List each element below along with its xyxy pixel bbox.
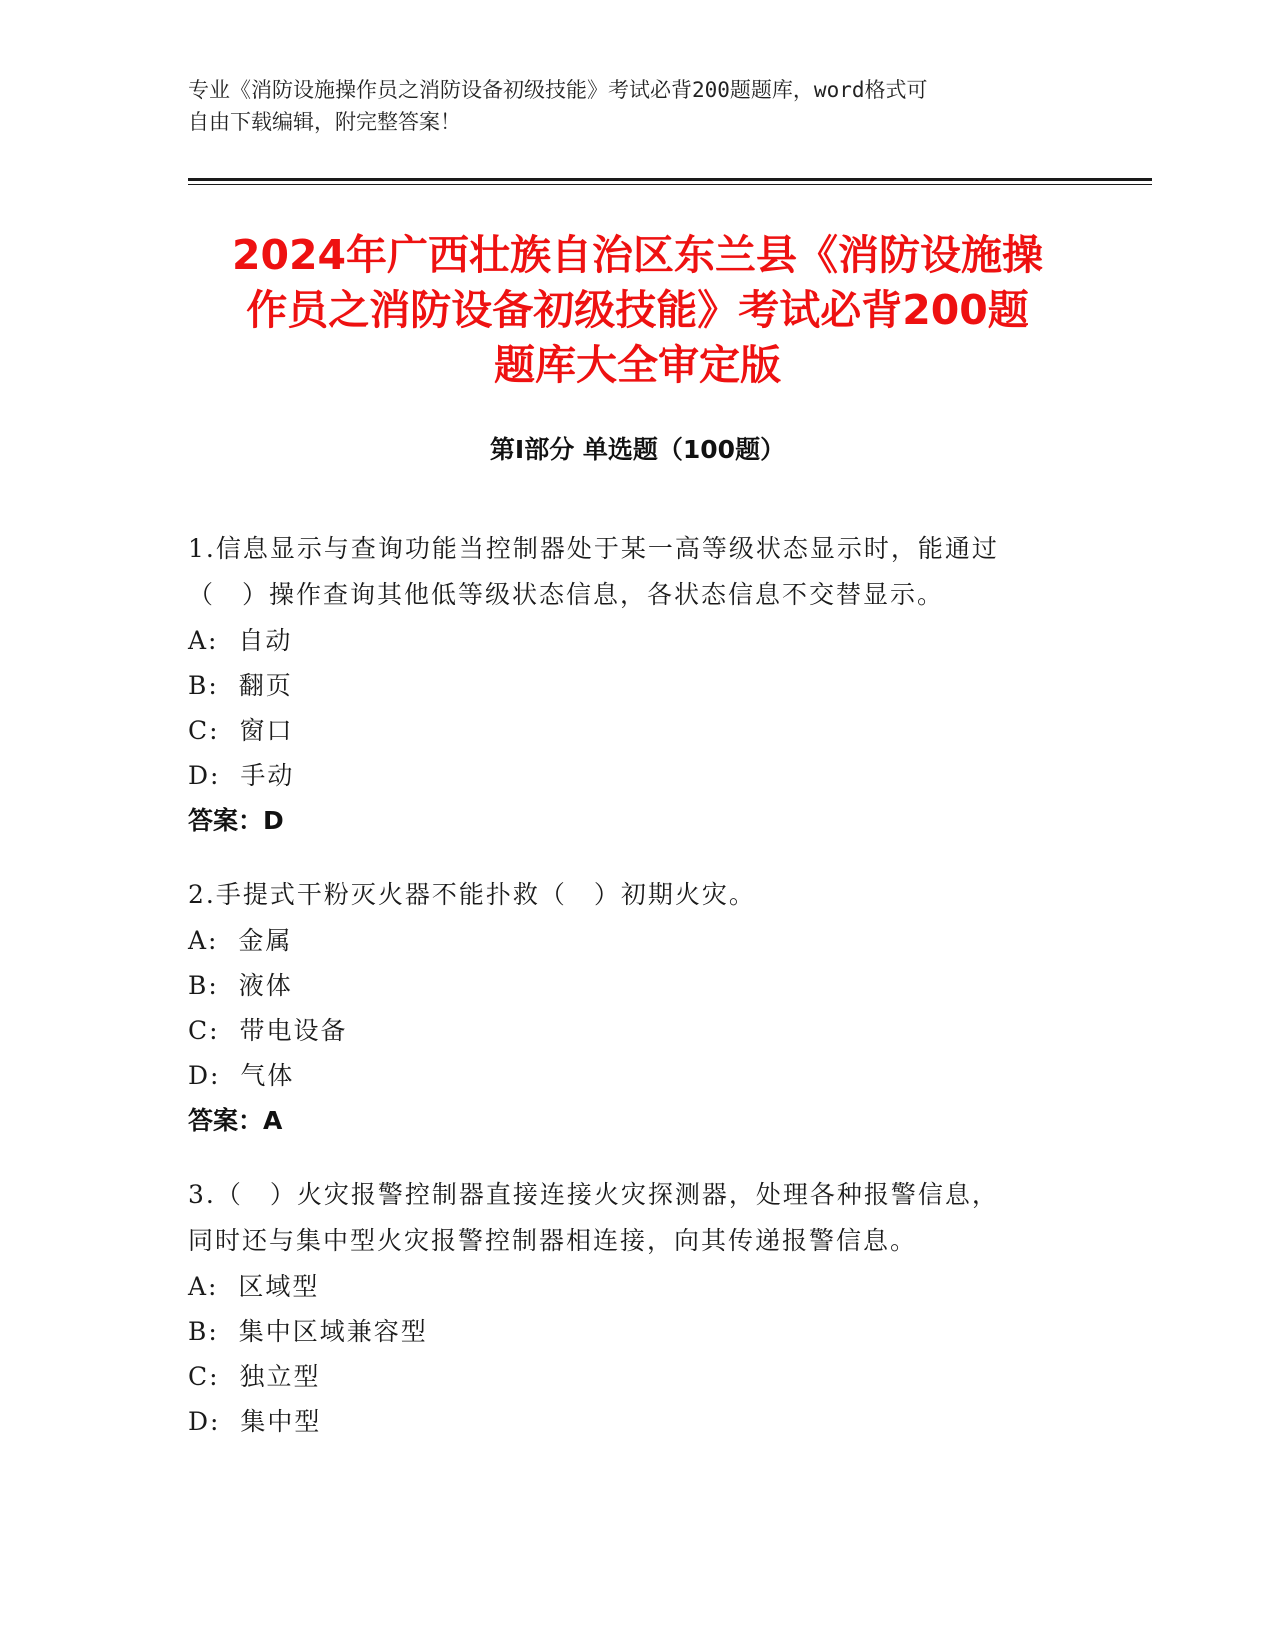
question-3-option-d: D: 集中型 bbox=[188, 1407, 322, 1436]
header-note-line-1: 专业《消防设施操作员之消防设备初级技能》考试必背200题题库，word格式可 bbox=[188, 78, 928, 102]
question-3 bbox=[188, 1172, 1068, 1444]
question-3-option-a: A: 区域型 bbox=[188, 1272, 320, 1301]
question-2-option-d: D: 气体 bbox=[188, 1061, 295, 1090]
question-3-stem bbox=[188, 1172, 1068, 1264]
question-list bbox=[188, 526, 1068, 1472]
question-2-option-c: C: 带电设备 bbox=[188, 1016, 348, 1045]
document-title-line-1: 2024年广西壮族自治区东兰县《消防设施操 bbox=[231, 231, 1044, 279]
question-1-answer: 答案：D bbox=[188, 806, 284, 835]
question-stem-line: 1.信息显示与查询功能当控制器处于某一高等级状态显示时，能通过 bbox=[188, 534, 999, 563]
question-2-stem bbox=[188, 872, 1068, 918]
document-title bbox=[150, 228, 1125, 393]
question-1-option-a: A: 自动 bbox=[188, 626, 293, 655]
header-note bbox=[188, 74, 1068, 138]
question-stem-line: 同时还与集中型火灾报警控制器相连接，向其传递报警信息。 bbox=[188, 1226, 918, 1255]
question-stem-line: （ ）操作查询其他低等级状态信息，各状态信息不交替显示。 bbox=[188, 580, 945, 609]
question-1-option-c: C: 窗口 bbox=[188, 716, 294, 745]
question-2-answer: 答案：A bbox=[188, 1106, 283, 1135]
header-divider-thin bbox=[188, 184, 1152, 185]
header-note-line-2: 自由下载编辑，附完整答案！ bbox=[188, 110, 461, 134]
question-2-option-a: A: 金属 bbox=[188, 926, 293, 955]
question-1-option-d: D: 手动 bbox=[188, 761, 295, 790]
question-1 bbox=[188, 526, 1068, 844]
question-1-option-b: B: 翻页 bbox=[188, 671, 293, 700]
question-stem-line: 3.（ ）火灾报警控制器直接连接火灾探测器，处理各种报警信息， bbox=[188, 1180, 999, 1209]
question-3-option-c: C: 独立型 bbox=[188, 1362, 321, 1391]
question-3-option-b: B: 集中区域兼容型 bbox=[188, 1317, 428, 1346]
document-title-line-2: 作员之消防设备初级技能》考试必背200题 bbox=[246, 286, 1029, 334]
question-stem-line: 2.手提式干粉灭火器不能扑救（ ）初期火灾。 bbox=[188, 880, 756, 909]
header-divider-thick bbox=[188, 178, 1152, 181]
section-heading: 第I部分 单选题（100题） bbox=[489, 435, 786, 464]
question-2 bbox=[188, 872, 1068, 1144]
question-2-option-b: B: 液体 bbox=[188, 971, 293, 1000]
document-title-line-3: 题库大全审定版 bbox=[494, 341, 781, 389]
question-1-stem bbox=[188, 526, 1068, 618]
